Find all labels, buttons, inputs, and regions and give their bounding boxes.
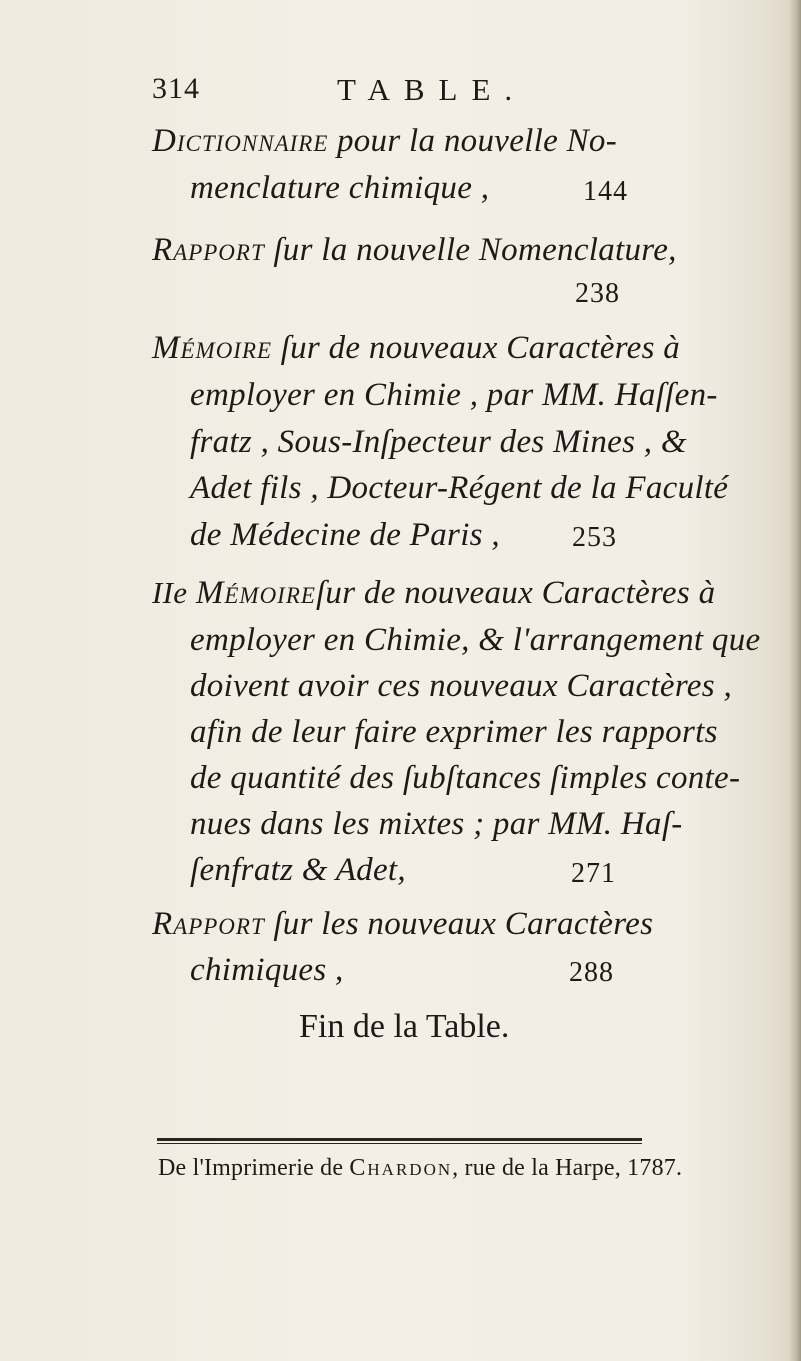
entry-lead: Rapport bbox=[152, 906, 265, 942]
entry-text: nues dans les mixtes ; par MM. Haſ- bbox=[190, 806, 683, 842]
entry-line bbox=[152, 575, 715, 612]
page-number: 314 bbox=[152, 72, 200, 105]
entry-text: ſur de nouveaux Caractères à bbox=[315, 575, 716, 611]
entry-line bbox=[190, 760, 740, 797]
imprint-suffix: , rue de la Harpe, 1787. bbox=[452, 1155, 683, 1181]
entry-text: de quantité des ſubſtances ſimples conte- bbox=[190, 760, 741, 796]
entry-line bbox=[152, 232, 677, 269]
imprint-printer-name: Chardon bbox=[349, 1155, 453, 1181]
entry-text: fratz , Sous-Inſpecteur des Mines , & bbox=[190, 424, 687, 460]
entry-line bbox=[152, 906, 653, 943]
entry-line bbox=[152, 330, 680, 367]
entry-text: de Médecine de Paris , bbox=[190, 517, 500, 553]
entry-line bbox=[190, 806, 683, 843]
entry-text: Adet fils , Docteur-Régent de la Faculté bbox=[190, 470, 729, 506]
end-of-table: Fin de la Table. bbox=[299, 1008, 510, 1045]
entry-text: ſur les nouveaux Caractères bbox=[273, 906, 654, 942]
entry-lead: Mémoire bbox=[195, 575, 316, 611]
entry-line bbox=[152, 123, 617, 160]
entry-lead: Mémoire bbox=[152, 330, 273, 366]
imprint-prefix: De l'Imprimerie de bbox=[158, 1155, 344, 1181]
entry-line bbox=[190, 714, 718, 751]
entry-text: chimiques , bbox=[190, 952, 344, 988]
entry-line bbox=[190, 952, 344, 989]
entry-line bbox=[190, 470, 728, 507]
entry-lead: Rapport bbox=[152, 232, 265, 268]
page-header bbox=[0, 72, 801, 112]
page-edge-shadow bbox=[789, 0, 801, 1361]
entry-page-number: 144 bbox=[583, 176, 628, 207]
entry-lead: Dictionnaire bbox=[152, 123, 329, 159]
entry-line bbox=[190, 622, 760, 659]
footer-rule bbox=[157, 1138, 642, 1141]
entry-text: doivent avoir ces nouveaux Caractères , bbox=[190, 668, 732, 704]
entry-line bbox=[190, 517, 500, 554]
entry-lead-prefix: IIe bbox=[152, 575, 188, 610]
running-title: TABLE. bbox=[337, 72, 527, 107]
entry-text: employer en Chimie, & l'arrangement que bbox=[190, 622, 761, 658]
entry-line bbox=[190, 170, 489, 207]
entry-text: ſur de nouveaux Caractères à bbox=[280, 330, 681, 366]
entry-text: afin de leur faire exprimer les rapports bbox=[190, 714, 718, 750]
entry-line bbox=[190, 377, 718, 414]
entry-page-number: 288 bbox=[569, 957, 614, 988]
entry-page-number: 238 bbox=[575, 278, 620, 309]
entry-text: ſur la nouvelle Nomenclature, bbox=[273, 232, 677, 268]
entry-page-number: 253 bbox=[572, 522, 617, 553]
entry-text: ſenfratz & Adet, bbox=[190, 852, 406, 888]
entry-line bbox=[190, 852, 406, 889]
entry-text: menclature chimique , bbox=[190, 170, 490, 206]
entry-text: pour la nouvelle No- bbox=[336, 123, 617, 159]
entry-line bbox=[190, 424, 687, 461]
entry-page-number: 271 bbox=[571, 858, 616, 889]
footer-rule-thin bbox=[157, 1143, 642, 1144]
printer-imprint bbox=[158, 1155, 682, 1182]
entry-line bbox=[190, 668, 732, 705]
entry-text: employer en Chimie , par MM. Haſſen- bbox=[190, 377, 718, 413]
